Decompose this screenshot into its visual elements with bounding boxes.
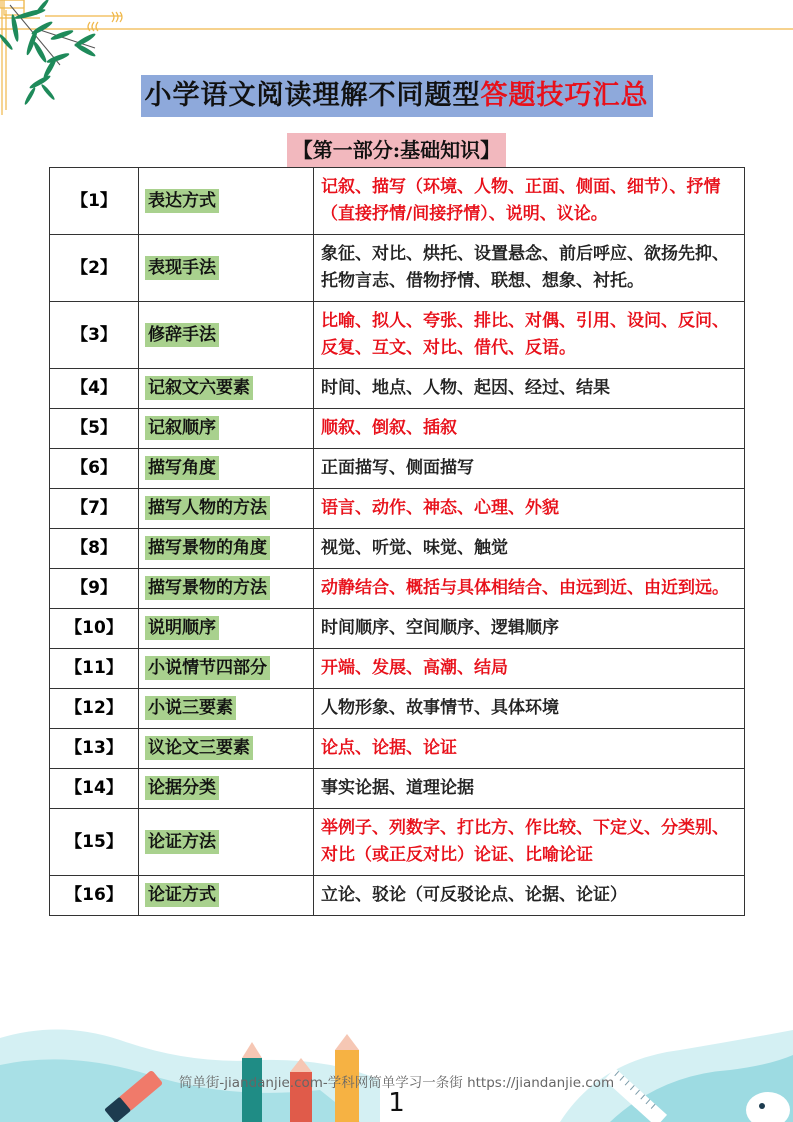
- description-cell: 论点、论据、论证: [314, 729, 745, 769]
- row-number: 【13】: [50, 729, 139, 769]
- row-number: 【1】: [50, 168, 139, 235]
- term-label: 描写人物的方法: [145, 496, 270, 520]
- term-cell: [139, 689, 314, 729]
- term-label: 描写景物的角度: [145, 536, 270, 560]
- table-row: [50, 235, 745, 302]
- term-cell: [139, 449, 314, 489]
- term-cell: [139, 769, 314, 809]
- term-label: 表现手法: [145, 256, 219, 280]
- term-cell: [139, 876, 314, 916]
- term-cell: [139, 649, 314, 689]
- section-heading-container: [0, 133, 793, 167]
- table-row: [50, 729, 745, 769]
- table-row: [50, 609, 745, 649]
- description-cell: 象征、对比、烘托、设置悬念、前后呼应、欲扬先抑、托物言志、借物抒情、联想、想象、衬托。: [314, 235, 745, 302]
- term-cell: [139, 302, 314, 369]
- table-row: [50, 168, 745, 235]
- title-main: 小学语文阅读理解不同题型: [144, 80, 481, 111]
- term-label: 论据分类: [145, 776, 219, 800]
- description-cell: 记叙、描写（环境、人物、正面、侧面、细节）、抒情（直接抒情/间接抒情）、说明、议论。: [314, 168, 745, 235]
- term-cell: [139, 569, 314, 609]
- term-label: 描写角度: [145, 456, 219, 480]
- table-row: [50, 369, 745, 409]
- description-cell: 正面描写、侧面描写: [314, 449, 745, 489]
- table-row: [50, 569, 745, 609]
- term-label: 记叙文六要素: [145, 376, 253, 400]
- description-cell: 视觉、听觉、味觉、触觉: [314, 529, 745, 569]
- title-accent: 答题技巧汇总: [480, 80, 649, 111]
- description-cell: 立论、驳论（可反驳论点、论据、论证）: [314, 876, 745, 916]
- table-row: [50, 809, 745, 876]
- term-cell: [139, 369, 314, 409]
- table-row: [50, 769, 745, 809]
- term-label: 描写景物的方法: [145, 576, 270, 600]
- term-cell: [139, 489, 314, 529]
- table-row: [50, 529, 745, 569]
- description-cell: 动静结合、概括与具体相结合、由远到近、由近到远。: [314, 569, 745, 609]
- term-cell: [139, 529, 314, 569]
- row-number: 【16】: [50, 876, 139, 916]
- table-row: [50, 409, 745, 449]
- description-cell: 顺叙、倒叙、插叙: [314, 409, 745, 449]
- term-label: 论证方法: [145, 830, 219, 854]
- description-cell: 事实论据、道理论据: [314, 769, 745, 809]
- title-container: [0, 75, 793, 117]
- row-number: 【11】: [50, 649, 139, 689]
- term-label: 记叙顺序: [145, 416, 219, 440]
- description-cell: 时间顺序、空间顺序、逻辑顺序: [314, 609, 745, 649]
- row-number: 【2】: [50, 235, 139, 302]
- row-number: 【10】: [50, 609, 139, 649]
- term-cell: [139, 609, 314, 649]
- description-cell: 时间、地点、人物、起因、经过、结果: [314, 369, 745, 409]
- term-label: 表达方式: [145, 189, 219, 213]
- term-label: 修辞手法: [145, 323, 219, 347]
- table-row: [50, 876, 745, 916]
- row-number: 【15】: [50, 809, 139, 876]
- term-cell: [139, 235, 314, 302]
- term-label: 小说三要素: [145, 696, 236, 720]
- row-number: 【5】: [50, 409, 139, 449]
- table-row: [50, 689, 745, 729]
- description-cell: 比喻、拟人、夸张、排比、对偶、引用、设问、反问、反复、互文、对比、借代、反语。: [314, 302, 745, 369]
- row-number: 【14】: [50, 769, 139, 809]
- description-cell: 开端、发展、高潮、结局: [314, 649, 745, 689]
- row-number: 【7】: [50, 489, 139, 529]
- row-number: 【8】: [50, 529, 139, 569]
- watermark-text: 简单街-jiandanjie.com-学科网简单学习一条街 https://jiandanjie.com: [178, 1075, 615, 1091]
- section-heading: 【第一部分:基础知识】: [287, 133, 506, 167]
- term-cell: [139, 729, 314, 769]
- table-row: [50, 449, 745, 489]
- table-row: [50, 649, 745, 689]
- row-number: 【6】: [50, 449, 139, 489]
- term-cell: [139, 809, 314, 876]
- term-cell: [139, 409, 314, 449]
- page-number: 1: [388, 1088, 405, 1118]
- term-label: 说明顺序: [145, 616, 219, 640]
- description-cell: 举例子、列数字、打比方、作比较、下定义、分类别、对比（或正反对比）论证、比喻论证: [314, 809, 745, 876]
- row-number: 【12】: [50, 689, 139, 729]
- term-label: 小说情节四部分: [145, 656, 270, 680]
- page-title: [141, 75, 653, 117]
- row-number: 【4】: [50, 369, 139, 409]
- row-number: 【9】: [50, 569, 139, 609]
- knowledge-table-body: [50, 168, 745, 916]
- knowledge-table: [49, 167, 745, 916]
- description-cell: 语言、动作、神态、心理、外貌: [314, 489, 745, 529]
- term-cell: [139, 168, 314, 235]
- table-row: [50, 302, 745, 369]
- table-row: [50, 489, 745, 529]
- row-number: 【3】: [50, 302, 139, 369]
- description-cell: 人物形象、故事情节、具体环境: [314, 689, 745, 729]
- term-label: 议论文三要素: [145, 736, 253, 760]
- term-label: 论证方式: [145, 883, 219, 907]
